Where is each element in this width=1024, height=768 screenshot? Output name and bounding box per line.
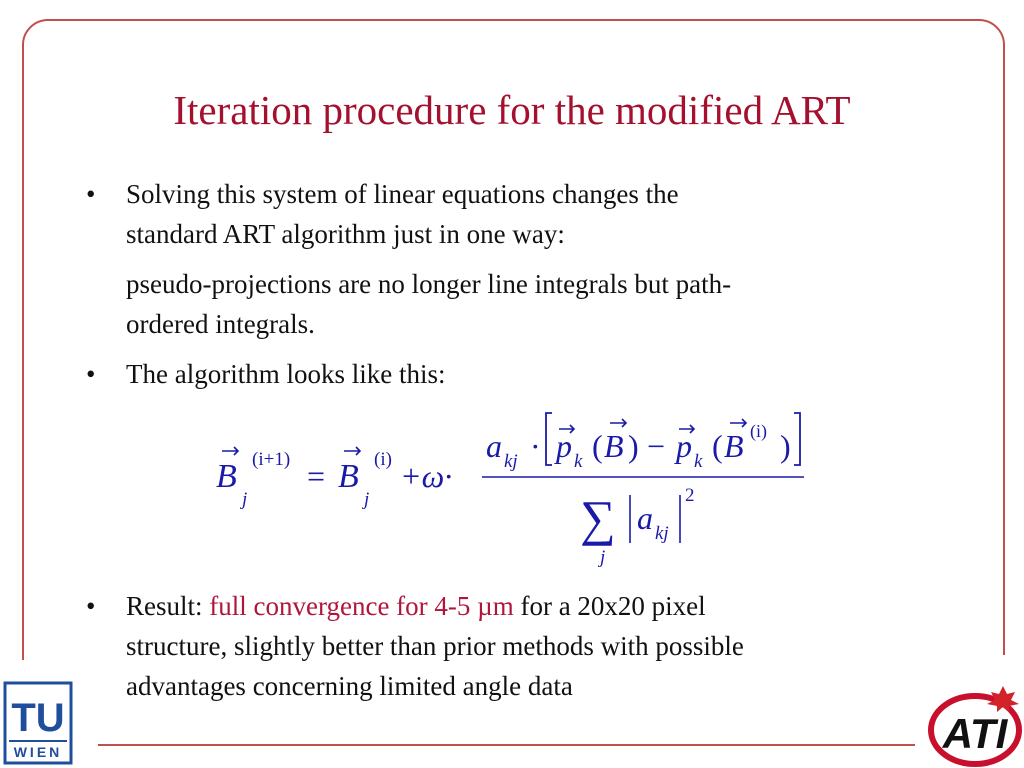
formula-den-sum: ∑ [580,490,616,546]
formula-num-paren-close2: ) [780,428,791,464]
vector-arrow-icon [730,419,746,427]
formula-num-B2-sup: (i) [750,421,767,441]
vector-arrow-icon [222,447,238,455]
wien-logo-text: WIEN [13,744,63,760]
formula-num-p2-sub: k [694,451,703,472]
formula-num-p-sub: k [574,451,583,472]
formula-num-paren-open2: ( [712,428,723,464]
ati-logo-text: ATI [942,710,1008,757]
formula-num-dot: · [530,428,541,464]
bullet-marker: • [86,591,96,621]
formula-num-p2: p [676,428,692,464]
result-line1-rest: for a 20x20 pixel [513,591,706,621]
bullet-marker: • [86,359,96,389]
formula-rhs-sup: (i) [374,449,392,470]
formula-num-B2: B [724,428,744,464]
formula-den-sup: 2 [685,485,695,506]
bullet-1-continuation-line1: pseudo-projections are no longer line integrals but path- [126,269,732,299]
bracket-right-icon [794,413,800,465]
bracket-left-icon [546,413,552,465]
formula-rhs-sub: j [364,489,370,510]
result-prefix: Result: [126,591,210,621]
formula-num-p: p [556,428,572,464]
formula-plus-omega: +ω· [400,458,453,494]
vector-arrow-icon [344,447,360,455]
formula-den-sum-sub: j [600,547,606,568]
formula-den-a-sub: kj [655,523,669,544]
formula-lhs-sub: j [242,489,248,510]
formula-lhs-symbol: B [216,458,237,495]
slide-title: Iteration procedure for the modified ART [173,87,851,133]
formula-minus: − [647,428,666,464]
formula-equals: = [307,458,326,494]
formula-num-B: B [604,428,624,464]
art-iteration-formula [200,405,820,575]
tu-wien-logo [3,681,73,765]
formula-rhs-symbol: B [338,458,359,495]
bullet-1-line2: standard ART algorithm just in one way: [126,219,565,249]
bullet-2-line1: The algorithm looks like this: [126,359,446,389]
ati-logo [925,682,1024,768]
bullet-3-line3: advantages concerning limited angle data [126,671,573,701]
vector-arrow-icon [610,419,626,427]
formula-num-a-sub: kj [504,451,518,472]
bullet-marker: • [86,179,96,209]
bullet-3-line1 [126,586,926,626]
bullet-1-continuation-line2: ordered integrals. [126,309,315,339]
formula-den-a: a [637,500,653,536]
formula-lhs-sup: (i+1) [252,449,291,470]
result-highlight: full convergence for 4-5 µm [209,591,514,621]
formula-num-a: a [486,428,502,464]
tu-logo-text: TU [11,696,65,740]
bullet-1-line1: Solving this system of linear equations changes the [126,179,679,209]
formula-num-paren-close: ) [628,428,639,464]
formula-num-paren-open: ( [592,428,603,464]
bullet-3-line2: structure, slightly better than prior methods with possible [126,631,744,661]
